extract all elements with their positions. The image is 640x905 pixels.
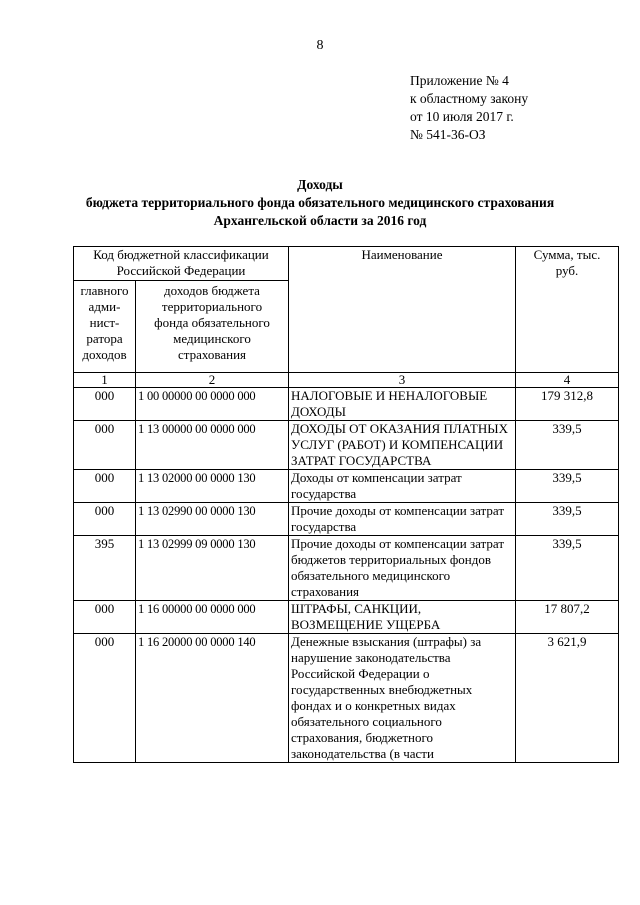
name-cell: Денежные взыскания (штрафы) за нарушение законодательства Российской Федерации о государственных внебюджетных фондах и о конкретных видах обязательного социального страхования, бюджетного законодательства (в части xyxy=(289,634,516,763)
revenue-table xyxy=(73,246,619,763)
sum-cell: 339,5 xyxy=(516,503,619,536)
admin-code-cell: 000 xyxy=(74,470,136,503)
table-row xyxy=(74,536,619,601)
budget-code-cell: 1 13 02990 00 0000 130 xyxy=(136,503,289,536)
budget-code-cell: 1 16 20000 00 0000 140 xyxy=(136,634,289,763)
header-sum: Сумма, тыс. руб. xyxy=(516,247,619,373)
budget-code-cell: 1 13 00000 00 0000 000 xyxy=(136,421,289,470)
title-line: Архангельской области за 2016 год xyxy=(213,213,427,228)
budget-code-cell: 1 13 02000 00 0000 130 xyxy=(136,470,289,503)
budget-code-cell: 1 16 00000 00 0000 000 xyxy=(136,601,289,634)
appendix-line: от 10 июля 2017 г. xyxy=(410,109,514,124)
page-number: 8 xyxy=(316,38,324,53)
document-title xyxy=(0,176,640,230)
index-cell: 1 xyxy=(74,373,136,388)
title-line: Доходы xyxy=(297,177,343,192)
appendix-line: Приложение № 4 xyxy=(410,73,509,88)
appendix-note xyxy=(410,72,528,144)
name-cell: НАЛОГОВЫЕ И НЕНАЛОГОВЫЕ ДОХОДЫ xyxy=(289,388,516,421)
name-cell: Прочие доходы от компенсации затрат государства xyxy=(289,503,516,536)
header-code-group: Код бюджетной классификации Российской Федерации xyxy=(74,247,289,281)
index-cell: 2 xyxy=(136,373,289,388)
table-row xyxy=(74,601,619,634)
sum-cell: 339,5 xyxy=(516,536,619,601)
sum-cell: 339,5 xyxy=(516,421,619,470)
sum-cell: 179 312,8 xyxy=(516,388,619,421)
name-cell: Прочие доходы от компенсации затрат бюджетов территориальных фондов обязательного медицинского страхования xyxy=(289,536,516,601)
sum-cell: 3 621,9 xyxy=(516,634,619,763)
table-header-row xyxy=(74,247,619,281)
appendix-line: № 541-36-ОЗ xyxy=(410,127,486,142)
table-row xyxy=(74,388,619,421)
admin-code-cell: 000 xyxy=(74,634,136,763)
index-cell: 4 xyxy=(516,373,619,388)
table-row xyxy=(74,470,619,503)
admin-code-cell: 000 xyxy=(74,388,136,421)
sum-cell: 17 807,2 xyxy=(516,601,619,634)
header-budget: доходов бюджета территориального фонда обязательного медицинского страхования xyxy=(136,281,289,373)
admin-code-cell: 000 xyxy=(74,503,136,536)
index-cell: 3 xyxy=(289,373,516,388)
admin-code-cell: 000 xyxy=(74,601,136,634)
table-row xyxy=(74,634,619,763)
admin-code-cell: 000 xyxy=(74,421,136,470)
budget-code-cell: 1 13 02999 09 0000 130 xyxy=(136,536,289,601)
table-index-row xyxy=(74,373,619,388)
header-name: Наименование xyxy=(289,247,516,373)
title-line: бюджета территориального фонда обязательного медицинского страхования xyxy=(85,195,555,210)
table-row xyxy=(74,421,619,470)
name-cell: Доходы от компенсации затрат государства xyxy=(289,470,516,503)
budget-code-cell: 1 00 00000 00 0000 000 xyxy=(136,388,289,421)
name-cell: ДОХОДЫ ОТ ОКАЗАНИЯ ПЛАТНЫХ УСЛУГ (РАБОТ) И КОМПЕНСАЦИИ ЗАТРАТ ГОСУДАРСТВА xyxy=(289,421,516,470)
header-admin: главного адми-нист-ратора доходов xyxy=(74,281,136,373)
sum-cell: 339,5 xyxy=(516,470,619,503)
table-row xyxy=(74,503,619,536)
name-cell: ШТРАФЫ, САНКЦИИ, ВОЗМЕЩЕНИЕ УЩЕРБА xyxy=(289,601,516,634)
appendix-line: к областному закону xyxy=(410,91,529,106)
admin-code-cell: 395 xyxy=(74,536,136,601)
